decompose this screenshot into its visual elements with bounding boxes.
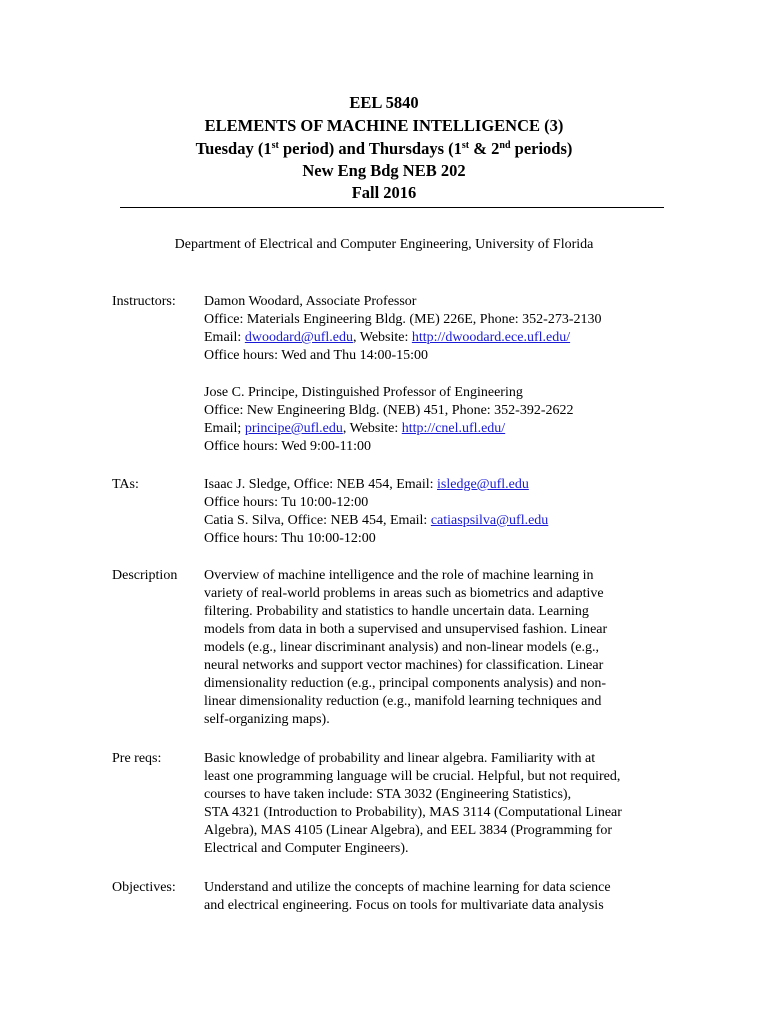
principe-website-link[interactable]: http://cnel.ufl.edu/ bbox=[401, 421, 506, 436]
principe-hours: Office hours: Wed 9:00-11:00 bbox=[204, 439, 371, 454]
prereqs-label: Pre reqs: bbox=[112, 751, 162, 766]
description-line: variety of real-world problems in areas such as biometrics and adaptive bbox=[204, 586, 604, 601]
woodard-hours: Office hours: Wed and Thu 14:00-15:00 bbox=[204, 348, 429, 363]
prereqs-line: least one programming language will be crucial. Helpful, but not required, bbox=[204, 769, 621, 784]
description-line: dimensionality reduction (e.g., principal components analysis) and non- bbox=[204, 676, 607, 691]
header-divider bbox=[120, 207, 664, 208]
prereqs-line: courses to have taken include: STA 3032 (Engineering Statistics), bbox=[204, 787, 572, 802]
woodard-contact: Email: dwoodard@ufl.edu, Website: http://dwoodard.ece.ufl.edu/ bbox=[204, 330, 571, 345]
woodard-office: Office: Materials Engineering Bldg. (ME) 226E, Phone: 352-273-2130 bbox=[204, 312, 602, 327]
tas-label: TAs: bbox=[112, 477, 139, 492]
sledge-hours: Office hours: Tu 10:00-12:00 bbox=[204, 495, 369, 510]
objectives-line: and electrical engineering. Focus on tools for multivariate data analysis bbox=[204, 898, 604, 913]
woodard-email-link[interactable]: dwoodard@ufl.edu bbox=[244, 330, 353, 345]
description-line: filtering. Probability and statistics to handle uncertain data. Learning bbox=[204, 604, 589, 619]
silva-hours: Office hours: Thu 10:00-12:00 bbox=[204, 531, 376, 546]
course-title: ELEMENTS OF MACHINE INTELLIGENCE (3) bbox=[204, 116, 564, 135]
sledge-contact: Isaac J. Sledge, Office: NEB 454, Email: isledge@ufl.edu bbox=[204, 477, 529, 492]
sledge-email-link[interactable]: isledge@ufl.edu bbox=[437, 477, 529, 492]
silva-email-link[interactable]: catiaspsilva@ufl.edu bbox=[430, 513, 549, 528]
objectives-label: Objectives: bbox=[112, 880, 176, 895]
woodard-name: Damon Woodard, Associate Professor bbox=[204, 294, 417, 309]
description-line: linear dimensionality reduction (e.g., manifold learning techniques and bbox=[204, 694, 602, 709]
description-line: models (e.g., linear discriminant analysis) and non-linear models (e.g., bbox=[204, 640, 600, 655]
instructors-label: Instructors: bbox=[112, 294, 176, 309]
silva-contact: Catia S. Silva, Office: NEB 454, Email: catiaspsilva@ufl.edu bbox=[204, 513, 549, 528]
prereqs-line: Electrical and Computer Engineers). bbox=[204, 841, 409, 856]
description-line: self-organizing maps). bbox=[204, 712, 330, 727]
department-line: Department of Electrical and Computer Engineering, University of Florida bbox=[174, 237, 594, 252]
description-label: Description bbox=[112, 568, 178, 583]
description-line: models from data in both a supervised and unsupervised fashion. Linear bbox=[204, 622, 608, 637]
course-schedule: Tuesday (1st period) and Thursdays (1st & 2nd periods) bbox=[195, 139, 573, 158]
course-location: New Eng Bdg NEB 202 bbox=[302, 161, 466, 180]
objectives-line: Understand and utilize the concepts of machine learning for data science bbox=[204, 880, 611, 895]
principe-name: Jose C. Principe, Distinguished Professor of Engineering bbox=[204, 385, 523, 400]
prereqs-line: STA 4321 (Introduction to Probability), MAS 3114 (Computational Linear bbox=[204, 805, 622, 820]
course-term: Fall 2016 bbox=[351, 183, 417, 202]
course-code: EEL 5840 bbox=[349, 93, 419, 112]
principe-email-link[interactable]: principe@ufl.edu bbox=[244, 421, 343, 436]
description-line: Overview of machine intelligence and the role of machine learning in bbox=[204, 568, 594, 583]
principe-office: Office: New Engineering Bldg. (NEB) 451, Phone: 352-392-2622 bbox=[204, 403, 574, 418]
prereqs-line: Algebra), MAS 4105 (Linear Algebra), and EEL 3834 (Programming for bbox=[204, 823, 613, 838]
principe-contact: Email; principe@ufl.edu, Website: http://cnel.ufl.edu/ bbox=[204, 421, 506, 436]
woodard-website-link[interactable]: http://dwoodard.ece.ufl.edu/ bbox=[411, 330, 571, 345]
prereqs-line: Basic knowledge of probability and linear algebra. Familiarity with at bbox=[204, 751, 596, 766]
description-line: neural networks and support vector machines) for classification. Linear bbox=[204, 658, 604, 673]
